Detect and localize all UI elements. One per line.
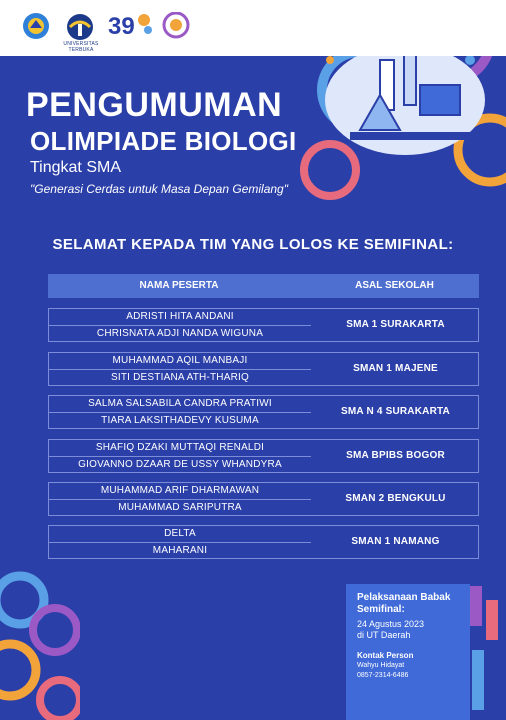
member-name: CHRISNATA ADJI NANDA WIGUNA	[96, 328, 264, 339]
ut-logo-label: UNIVERSITAS TERBUKA	[63, 41, 99, 53]
level-subtitle: Tingkat SMA	[30, 159, 121, 176]
logo-strip	[0, 0, 506, 56]
contact-phone: 0857-2314-6486	[357, 672, 409, 679]
member-name: MAHARANI	[152, 545, 208, 556]
row-members	[49, 440, 311, 472]
row-members	[49, 483, 311, 515]
table-row	[48, 352, 479, 386]
member-name: SALMA SALSABILA CANDRA PRATIWI	[49, 396, 311, 413]
semifinal-info-box	[346, 584, 470, 720]
member-name: MUHAMMAD SARIPUTRA	[118, 502, 242, 513]
contact-name: Wahyu Hidayat	[357, 662, 405, 669]
school-name: SMAN 2 BENGKULU	[345, 493, 446, 504]
svg-text:39: 39	[108, 13, 135, 38]
decorative-stripes	[466, 580, 506, 720]
info-date: 24 Agustus 2023	[357, 619, 425, 629]
row-members	[49, 396, 311, 428]
semifinal-headline: SELAMAT KEPADA TIM YANG LOLOS KE SEMIFINAL:	[52, 236, 454, 253]
title-line-1: PENGUMUMAN	[26, 86, 283, 124]
column-header-name: NAMA PESERTA	[139, 280, 219, 291]
school-name: SMAN 1 MAJENE	[353, 363, 438, 374]
table-row	[48, 482, 479, 516]
member-name: SITI DESTIANA ATH-THARIQ	[111, 372, 249, 383]
school-name: SMA 1 SURAKARTA	[346, 319, 445, 330]
member-name: SHAFIQ DZAKI MUTTAQI RENALDI	[49, 440, 311, 457]
member-name: MUHAMMAD AQIL MANBAJI	[49, 353, 311, 370]
contact-title: Kontak Person	[357, 651, 414, 660]
table-header	[48, 274, 479, 298]
event-emblem-logo-icon	[160, 12, 192, 40]
member-name: DELTA	[49, 526, 311, 543]
school-name: SMAN 1 NAMANG	[351, 536, 440, 547]
row-members	[49, 309, 311, 341]
school-name: SMA BPIBS BOGOR	[346, 450, 445, 461]
school-name: SMA N 4 SURAKARTA	[341, 406, 450, 417]
kemdikbud-logo-icon	[22, 12, 50, 40]
column-header-school: ASAL SEKOLAH	[355, 280, 434, 291]
row-members	[49, 526, 311, 558]
title-line-2: OLIMPIADE BIOLOGI	[30, 126, 297, 156]
table-row	[48, 525, 479, 559]
member-name: GIOVANNO DZAAR DE USSY WHANDYRA	[78, 459, 282, 470]
decorative-circles	[0, 560, 80, 720]
member-name: MUHAMMAD ARIF DHARMAWAN	[49, 483, 311, 500]
row-members	[49, 353, 311, 385]
member-name: TIARA LAKSITHADEVY KUSUMA	[101, 415, 259, 426]
table-row	[48, 308, 479, 342]
info-title: Pelaksanaan Babak Semifinal:	[357, 592, 451, 615]
table-row	[48, 439, 479, 473]
table-row	[48, 395, 479, 429]
tagline: "Generasi Cerdas untuk Masa Depan Gemilang"	[30, 182, 288, 196]
39-anniversary-logo-icon	[108, 12, 152, 38]
member-name: ADRISTI HITA ANDANI	[49, 309, 311, 326]
info-place: di UT Daerah	[357, 630, 411, 640]
